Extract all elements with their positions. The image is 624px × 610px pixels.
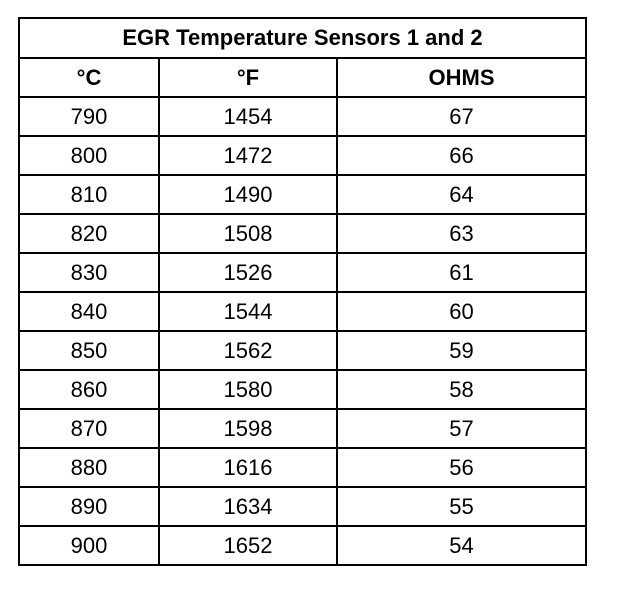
table-row (19, 448, 586, 487)
table-header (19, 18, 586, 97)
cell-fahrenheit: 1526 (159, 253, 337, 292)
cell-fahrenheit: 1580 (159, 370, 337, 409)
cell-ohms: 60 (337, 292, 586, 331)
table-row (19, 487, 586, 526)
cell-ohms: 67 (337, 97, 586, 136)
cell-ohms: 61 (337, 253, 586, 292)
cell-ohms: 66 (337, 136, 586, 175)
cell-celsius: 830 (19, 253, 159, 292)
cell-ohms: 58 (337, 370, 586, 409)
cell-celsius: 810 (19, 175, 159, 214)
cell-fahrenheit: 1562 (159, 331, 337, 370)
table-row (19, 370, 586, 409)
cell-celsius: 850 (19, 331, 159, 370)
table-body (19, 97, 586, 565)
cell-celsius: 790 (19, 97, 159, 136)
column-header-ohms: OHMS (337, 58, 586, 97)
cell-ohms: 64 (337, 175, 586, 214)
cell-fahrenheit: 1490 (159, 175, 337, 214)
column-header-celsius: °C (19, 58, 159, 97)
column-header-row (19, 58, 586, 97)
cell-fahrenheit: 1472 (159, 136, 337, 175)
cell-celsius: 820 (19, 214, 159, 253)
cell-ohms: 55 (337, 487, 586, 526)
cell-celsius: 840 (19, 292, 159, 331)
cell-celsius: 880 (19, 448, 159, 487)
cell-celsius: 870 (19, 409, 159, 448)
cell-ohms: 57 (337, 409, 586, 448)
cell-celsius: 860 (19, 370, 159, 409)
cell-ohms: 63 (337, 214, 586, 253)
table-row (19, 214, 586, 253)
cell-celsius: 900 (19, 526, 159, 565)
cell-fahrenheit: 1652 (159, 526, 337, 565)
cell-ohms: 56 (337, 448, 586, 487)
cell-fahrenheit: 1454 (159, 97, 337, 136)
cell-celsius: 800 (19, 136, 159, 175)
table-row (19, 331, 586, 370)
table-row (19, 136, 586, 175)
table-row (19, 409, 586, 448)
table-row (19, 175, 586, 214)
table-row (19, 253, 586, 292)
cell-celsius: 890 (19, 487, 159, 526)
table-row (19, 526, 586, 565)
cell-fahrenheit: 1616 (159, 448, 337, 487)
cell-ohms: 59 (337, 331, 586, 370)
title-row (19, 18, 586, 58)
cell-fahrenheit: 1598 (159, 409, 337, 448)
table-title: EGR Temperature Sensors 1 and 2 (19, 18, 586, 58)
table-row (19, 97, 586, 136)
cell-ohms: 54 (337, 526, 586, 565)
cell-fahrenheit: 1544 (159, 292, 337, 331)
table-row (19, 292, 586, 331)
column-header-fahrenheit: °F (159, 58, 337, 97)
egr-temperature-table (18, 17, 587, 566)
cell-fahrenheit: 1634 (159, 487, 337, 526)
cell-fahrenheit: 1508 (159, 214, 337, 253)
